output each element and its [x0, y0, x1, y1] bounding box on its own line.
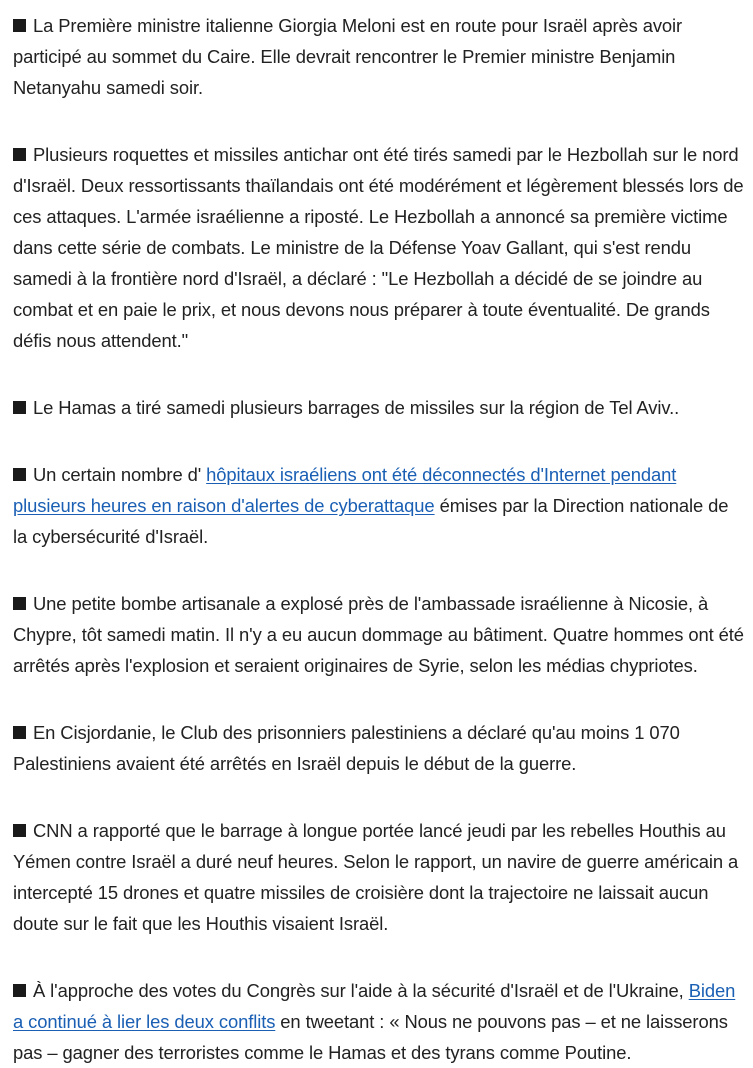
hospitals-cyberattack-link[interactable]: hôpitaux israéliens ont été déconnectés d'Internet pendant plusieurs heures en raison d'alertes de cyberattaque: [13, 464, 677, 516]
news-item-nicosia-bomb: [13, 588, 745, 681]
news-item-text-after: émises par la Direction nationale de la cybersécurité d'Israël.: [13, 495, 729, 547]
news-item-text: CNN a rapporté que le barrage à longue portée lancé jeudi par les rebelles Houthis au Yémen contre Israël a duré neuf heures. Selon le rapport, un navire de guerre américain a intercepté 15 drones et quatre missiles de croisière dont la trajectoire ne laissait aucun doute sur le fait que les Houthis visaient Israël.: [13, 820, 739, 934]
news-item-text-before: À l'approche des votes du Congrès sur l'aide à la sécurité d'Israël et de l'Ukraine,: [33, 980, 689, 1001]
news-item-hospitals-cyberattack: [13, 459, 745, 552]
black-square-icon: [13, 984, 26, 997]
news-item-cnn-houthis: [13, 815, 745, 939]
black-square-icon: [13, 148, 26, 161]
black-square-icon: [13, 726, 26, 739]
black-square-icon: [13, 401, 26, 414]
news-item-text: Une petite bombe artisanale a explosé près de l'ambassade israélienne à Nicosie, à Chypre, tôt samedi matin. Il n'y a eu aucun dommage au bâtiment. Quatre hommes ont été arrêtés après l'explosion et seraient originaires de Syrie, selon les médias chypriotes.: [13, 593, 744, 676]
news-item-text: Plusieurs roquettes et missiles antichar ont été tirés samedi par le Hezbollah sur le nord d'Israël. Deux ressortissants thaïlandais ont été modérément et légèrement blessés lors de ces attaques. L'armée israélienne a riposté. Le Hezbollah a annoncé sa première victime dans cette série de combats. Le ministre de la Défense Yoav Gallant, qui s'est rendu samedi à la frontière nord d'Israël, a déclaré : "Le Hezbollah a décidé de se joindre au combat et en paie le prix, et nous devons nous préparer à toute éventualité. De grands défis nous attendent.": [13, 144, 744, 351]
black-square-icon: [13, 597, 26, 610]
news-item-biden: [13, 975, 745, 1068]
news-item-hamas-tel-aviv: [13, 392, 745, 423]
news-item-text: La Première ministre italienne Giorgia Meloni est en route pour Israël après avoir participé au sommet du Caire. Elle devrait rencontrer le Premier ministre Benjamin Netanyahu samedi soir.: [13, 15, 683, 98]
news-item-meloni: [13, 10, 745, 103]
news-item-text-before: Un certain nombre d': [33, 464, 207, 485]
biden-conflicts-link[interactable]: Biden a continué à lier les deux conflits: [13, 980, 736, 1032]
news-item-cisjordanie: [13, 717, 745, 779]
news-item-text-after: en tweetant : « Nous ne pouvons pas – et ne laisserons pas – gagner des terroristes comme le Hamas et des tyrans comme Poutine.: [13, 1011, 728, 1063]
black-square-icon: [13, 468, 26, 481]
news-item-text: Le Hamas a tiré samedi plusieurs barrages de missiles sur la région de Tel Aviv..: [33, 397, 680, 418]
news-item-text: En Cisjordanie, le Club des prisonniers palestiniens a déclaré qu'au moins 1 070 Palestiniens avaient été arrêtés en Israël depuis le début de la guerre.: [13, 722, 680, 774]
black-square-icon: [13, 19, 26, 32]
news-item-hezbollah: [13, 139, 745, 356]
black-square-icon: [13, 824, 26, 837]
